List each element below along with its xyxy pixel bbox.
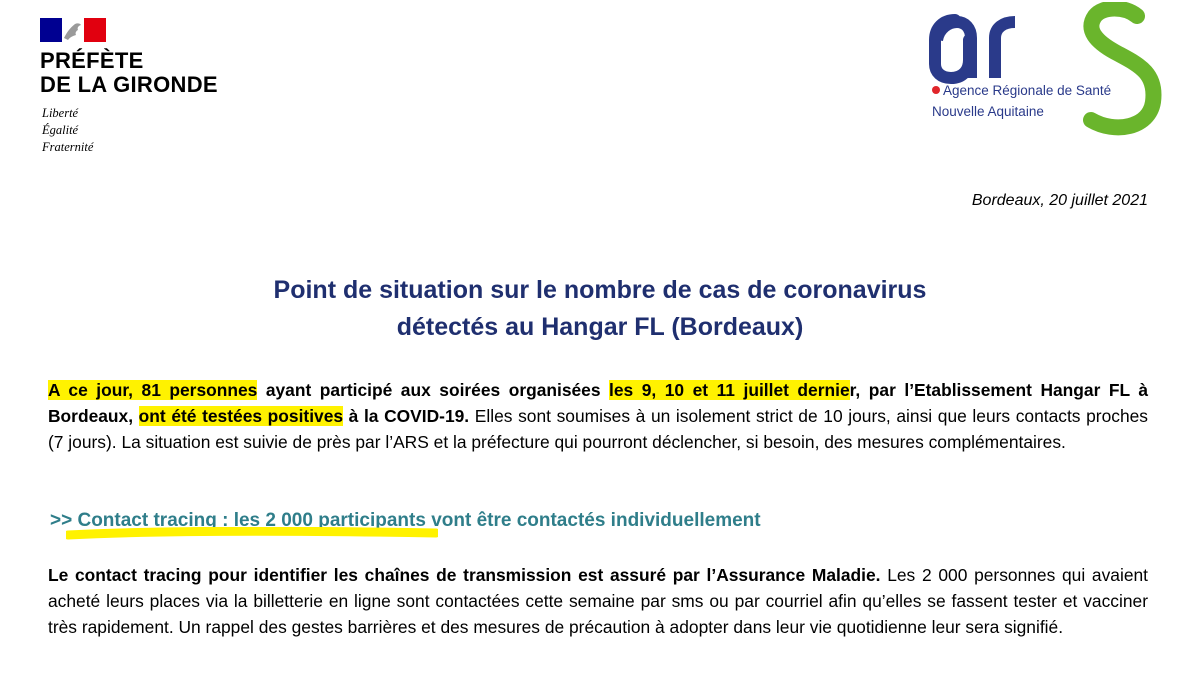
prefecture-title-line2: DE LA GIRONDE <box>40 72 218 97</box>
title-line1: Point de situation sur le nombre de cas de coronavirus <box>273 276 927 304</box>
motto-fraternite: Fraternité <box>42 140 94 154</box>
para1-text: ayant participé aux soirées organisées <box>257 380 610 400</box>
ars-tagline <box>932 80 1111 122</box>
document-title <box>0 272 1200 346</box>
document-date: Bordeaux, 20 juillet 2021 <box>971 192 1148 209</box>
situation-paragraph <box>48 377 1148 455</box>
marianne-flag-logo <box>40 18 106 42</box>
prefecture-title <box>40 49 218 97</box>
para1-text-4: Elles sont soumises à un isolement strict de 10 jours, ainsi que leurs contacts proches (7 jours). La situation est suivie de près par l’ARS et la préfecture qui pourront déclencher, si besoin, des mesures complémentaires. <box>48 406 1148 452</box>
para1-text-3: à la COVID-19. <box>343 406 470 426</box>
motto-egalite: Égalité <box>42 123 79 137</box>
contact-tracing-subheading: >> Contact tracing : les 2 000 participants vont être contactés individuellement <box>50 510 761 531</box>
para1-text-2: r, par l’Etablissement Hangar FL à Bordeaux, <box>48 380 1149 426</box>
highlighter-underline-mark <box>66 527 438 541</box>
prefecture-title-line1: PRÉFÈTE <box>40 48 144 73</box>
highlight-cases: A ce jour, 81 personnes <box>48 380 258 400</box>
para2-text: Les 2 000 personnes qui avaient acheté leurs places via la billetterie en ligne sont contactées cette semaine par sms ou par courriel afin qu’elles se fassent tester et vacciner très rapidement. Un rappel des gestes barrières et des mesures de précaution à adopter dans leur vie quotidienne leur sera signifié. <box>48 565 1149 637</box>
para2-bold-text: Le contact tracing pour identifier les chaînes de transmission est assuré par l’Assurance Maladie. <box>48 565 881 585</box>
ars-agency-name: Agence Régionale de Santé <box>932 80 1111 101</box>
highlight-dates: les 9, 10 et 11 juillet dernie <box>609 380 850 400</box>
republic-motto <box>42 105 93 156</box>
contact-tracing-paragraph <box>48 562 1148 640</box>
ars-region: Nouvelle Aquitaine <box>932 104 1044 119</box>
motto-liberte: Liberté <box>42 106 79 120</box>
title-line2: détectés au Hangar FL (Bordeaux) <box>396 313 804 341</box>
highlight-positive: ont été testées positives <box>138 406 344 426</box>
red-dot-icon <box>932 86 940 94</box>
